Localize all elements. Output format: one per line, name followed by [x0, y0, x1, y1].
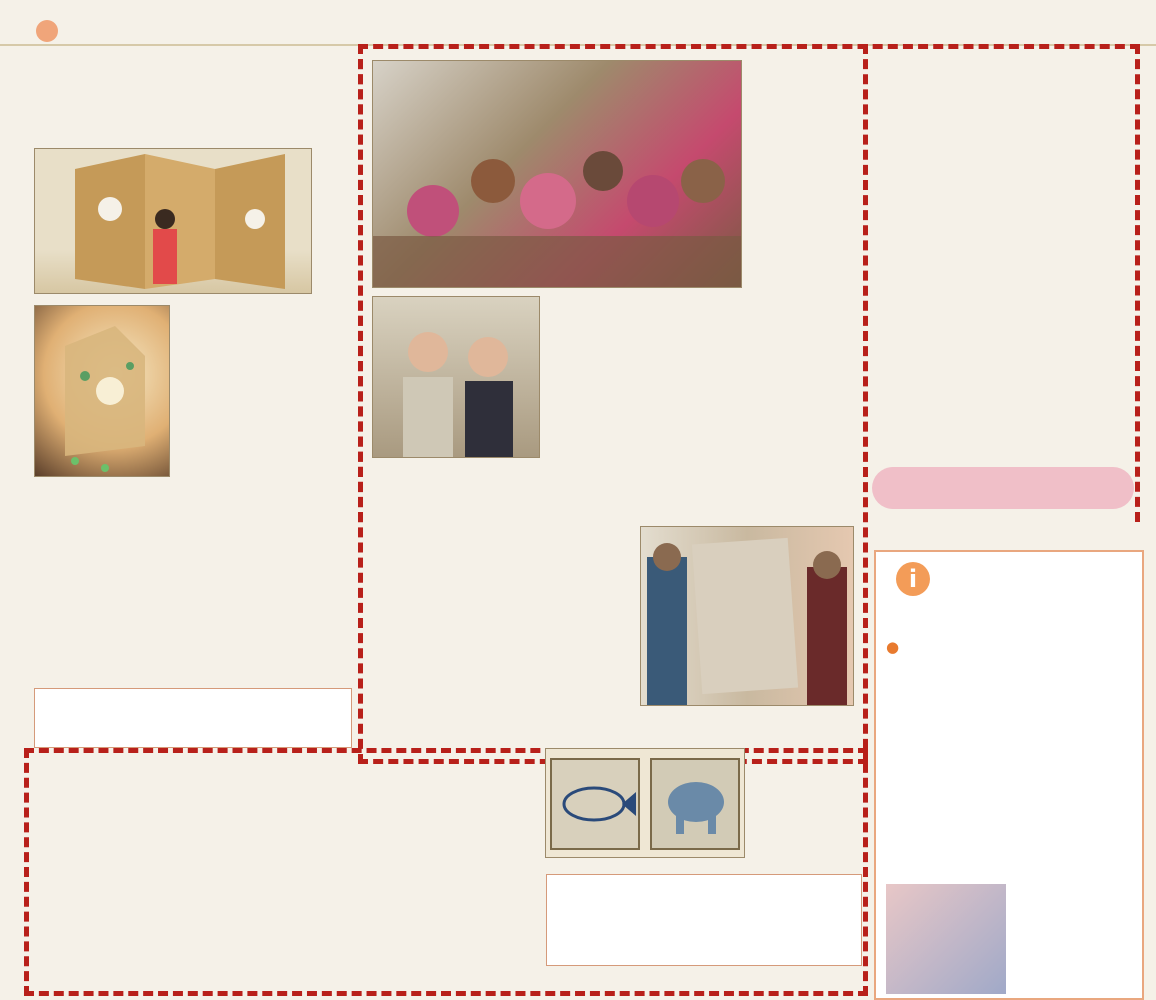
section2-body [378, 530, 592, 742]
item2-photo [886, 884, 1006, 994]
photo-slogan-wall [640, 526, 854, 706]
photo-caption-women [640, 706, 854, 746]
section1-body [548, 292, 858, 468]
section2-heading [594, 530, 618, 740]
information-panel [874, 550, 1144, 1000]
wook-photo-house [34, 148, 312, 294]
page-header [0, 0, 1156, 46]
elephant-embroidery [650, 758, 740, 850]
left-subhead [218, 308, 358, 483]
main-photo-staff [372, 60, 742, 288]
main-lead [860, 60, 930, 400]
wook-photo-forest [34, 305, 170, 477]
date-location-badge [872, 467, 1134, 509]
info-icon: i [896, 562, 930, 596]
section1-heading [748, 62, 770, 287]
left-article-body [40, 486, 315, 681]
page-number [36, 20, 58, 42]
photo-couple [372, 296, 540, 458]
main-events-box [546, 874, 862, 966]
left-photo-caption [318, 58, 356, 298]
fish-embroidery [550, 758, 640, 850]
section4-body [330, 754, 542, 994]
main-subheadline [930, 90, 1030, 420]
left-subhead-2 [196, 308, 220, 483]
main-headline [1040, 60, 1130, 460]
section1-body-top [776, 62, 856, 287]
section3-heading [300, 754, 324, 994]
embroidery-caption [752, 752, 862, 864]
section3-body [40, 754, 298, 994]
category-movie: ● [886, 638, 900, 656]
photo-caption-main [372, 460, 540, 518]
left-event-box [34, 688, 352, 748]
